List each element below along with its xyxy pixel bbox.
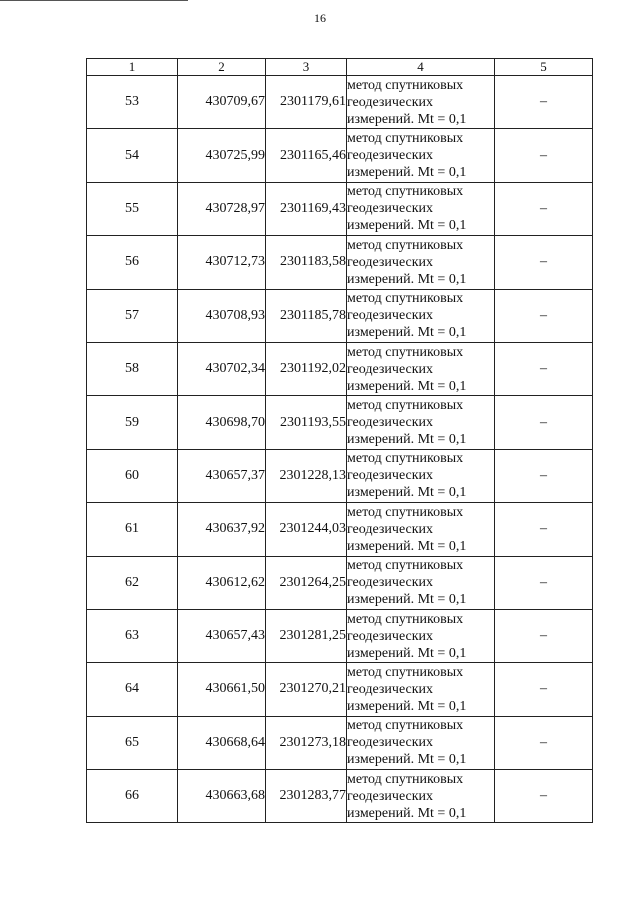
coordinate-y: 2301193,55 [266,396,347,449]
coordinate-x: 430657,43 [178,609,266,662]
header-rule [0,0,188,1]
table-row [87,236,593,289]
table-row [87,129,593,182]
coordinate-y: 2301270,21 [266,663,347,716]
method-line: геодезических [347,681,434,697]
table-row [87,663,593,716]
table-row [87,449,593,502]
coordinate-y: 2301185,78 [266,289,347,342]
coordinate-y: 2301192,02 [266,342,347,395]
method-line: геодезических [347,788,434,804]
coordinate-x: 430698,70 [178,396,266,449]
coordinate-y: 2301169,43 [266,182,347,235]
point-number: 53 [87,76,178,129]
method-line: измерений. Mt = 0,1 [347,698,467,714]
method-line: метод спутниковых [347,451,464,467]
method-line: геодезических [347,201,434,217]
method-line: метод спутниковых [347,237,464,253]
method-line: геодезических [347,254,434,270]
note-dash: – [495,76,593,129]
method-line: измерений. Mt = 0,1 [347,432,467,448]
note-dash: – [495,503,593,556]
method-line: метод спутниковых [347,184,464,200]
note-dash: – [495,609,593,662]
table-row [87,342,593,395]
coordinate-y: 2301264,25 [266,556,347,609]
page-number: 16 [314,11,326,25]
column-header-2: 2 [178,59,266,76]
coordinate-x: 430668,64 [178,716,266,769]
point-number: 57 [87,289,178,342]
note-dash: – [495,342,593,395]
method-line: измерений. Mt = 0,1 [347,111,467,127]
measurement-method [347,770,495,823]
table-body [87,76,593,823]
point-number: 54 [87,129,178,182]
column-header-1: 1 [87,59,178,76]
coordinate-y: 2301228,13 [266,449,347,502]
table-row [87,716,593,769]
method-line: геодезических [347,468,434,484]
method-line: метод спутниковых [347,77,464,93]
measurement-method [347,342,495,395]
measurement-method [347,236,495,289]
coordinate-y: 2301183,58 [266,236,347,289]
method-line: геодезических [347,148,434,164]
coordinate-x: 430657,37 [178,449,266,502]
point-number: 59 [87,396,178,449]
method-line: измерений. Mt = 0,1 [347,325,467,341]
coordinate-y: 2301165,46 [266,129,347,182]
coordinate-x: 430702,34 [178,342,266,395]
point-number: 64 [87,663,178,716]
measurement-method [347,182,495,235]
note-dash: – [495,449,593,502]
measurement-method [347,716,495,769]
method-line: геодезических [347,94,434,110]
point-number: 62 [87,556,178,609]
table-row [87,76,593,129]
coordinate-y: 2301244,03 [266,503,347,556]
point-number: 63 [87,609,178,662]
method-line: метод спутниковых [347,344,464,360]
measurement-method [347,129,495,182]
measurement-method [347,556,495,609]
point-number: 65 [87,716,178,769]
coordinate-y: 2301179,61 [266,76,347,129]
coordinate-y: 2301281,25 [266,609,347,662]
method-line: измерений. Mt = 0,1 [347,752,467,768]
method-line: метод спутниковых [347,611,464,627]
note-dash: – [495,396,593,449]
method-line: измерений. Mt = 0,1 [347,592,467,608]
coordinate-x: 430728,97 [178,182,266,235]
note-dash: – [495,289,593,342]
note-dash: – [495,236,593,289]
method-line: метод спутниковых [347,131,464,147]
method-line: измерений. Mt = 0,1 [347,645,467,661]
method-line: измерений. Mt = 0,1 [347,538,467,554]
method-line: измерений. Mt = 0,1 [347,485,467,501]
table-row [87,396,593,449]
method-line: геодезических [347,735,434,751]
note-dash: – [495,556,593,609]
method-line: геодезических [347,415,434,431]
column-header-4: 4 [347,59,495,76]
note-dash: – [495,182,593,235]
coordinate-x: 430712,73 [178,236,266,289]
method-line: геодезических [347,521,434,537]
measurement-method [347,396,495,449]
coordinates-table [86,58,593,823]
note-dash: – [495,129,593,182]
measurement-method [347,663,495,716]
point-number: 66 [87,770,178,823]
method-line: измерений. Mt = 0,1 [347,378,467,394]
table-row [87,609,593,662]
note-dash: – [495,716,593,769]
method-line: геодезических [347,628,434,644]
method-line: геодезических [347,575,434,591]
coordinate-x: 430661,50 [178,663,266,716]
measurement-method [347,289,495,342]
method-line: метод спутниковых [347,291,464,307]
point-number: 56 [87,236,178,289]
point-number: 58 [87,342,178,395]
method-line: измерений. Mt = 0,1 [347,165,467,181]
column-header-3: 3 [266,59,347,76]
measurement-method [347,609,495,662]
point-number: 55 [87,182,178,235]
method-line: метод спутниковых [347,558,464,574]
method-line: метод спутниковых [347,718,464,734]
coordinate-y: 2301273,18 [266,716,347,769]
method-line: метод спутниковых [347,504,464,520]
coordinate-x: 430708,93 [178,289,266,342]
coordinate-x: 430612,62 [178,556,266,609]
coordinate-x: 430709,67 [178,76,266,129]
table-row [87,289,593,342]
note-dash: – [495,663,593,716]
column-header-5: 5 [495,59,593,76]
measurement-method [347,449,495,502]
method-line: измерений. Mt = 0,1 [347,805,467,821]
method-line: геодезических [347,308,434,324]
coordinate-x: 430637,92 [178,503,266,556]
table-row [87,182,593,235]
note-dash: – [495,770,593,823]
coordinate-x: 430725,99 [178,129,266,182]
method-line: метод спутниковых [347,398,464,414]
measurement-method [347,76,495,129]
point-number: 61 [87,503,178,556]
coordinate-y: 2301283,77 [266,770,347,823]
method-line: метод спутниковых [347,664,464,680]
method-line: измерений. Mt = 0,1 [347,271,467,287]
coordinate-x: 430663,68 [178,770,266,823]
table-row [87,503,593,556]
point-number: 60 [87,449,178,502]
method-line: измерений. Mt = 0,1 [347,218,467,234]
table-header-row [87,59,593,76]
measurement-method [347,503,495,556]
method-line: метод спутниковых [347,771,464,787]
method-line: геодезических [347,361,434,377]
table-row [87,770,593,823]
table-row [87,556,593,609]
